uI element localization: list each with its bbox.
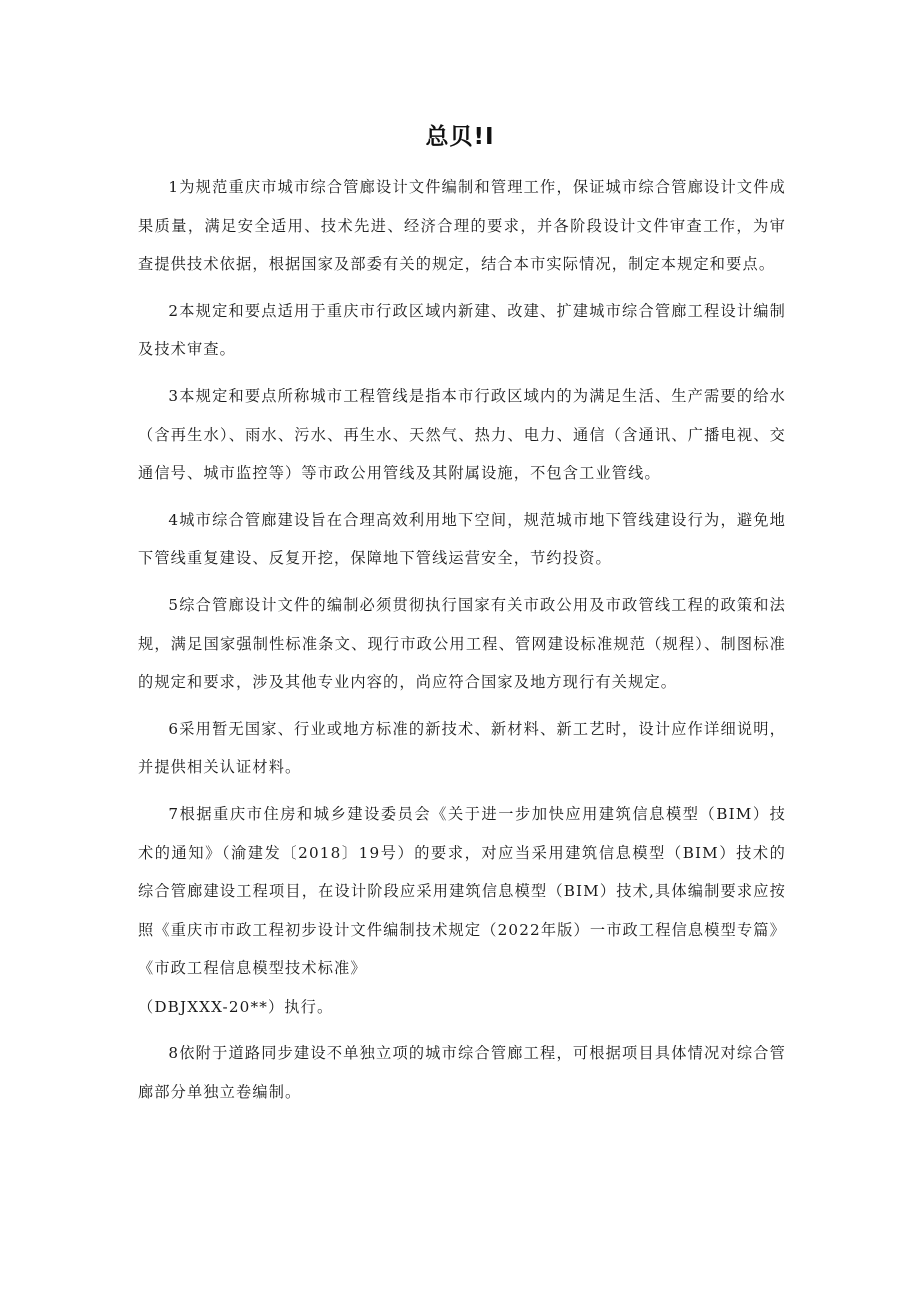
paragraph-5: 5综合管廊设计文件的编制必须贯彻执行国家有关市政公用及市政管线工程的政策和法规，满足国家强制性标准条文、现行市政公用工程、管网建设标准规范（规程）、制图标准的规定和要求，涉及其他专业内容的，尚应符合国家及地方现行有关规定。 (138, 595, 786, 692)
page-title: 总贝!I (425, 124, 495, 150)
paragraph-3: 3本规定和要点所称城市工程管线是指本市行政区域内的为满足生活、生产需要的给水（含再生水）、雨水、污水、再生水、天然气、热力、电力、通信（含通讯、广播电视、交通信号、城市监控等）等市政公用管线及其附属设施，不包含工业管线。 (138, 386, 786, 483)
paragraph-6: 6采用暂无国家、行业或地方标准的新技术、新材料、新工艺时，设计应作详细说明，并提供相关认证材料。 (138, 719, 786, 777)
paragraph-8: 8依附于道路同步建设不单独立项的城市综合管廊工程，可根据项目具体情况对综合管廊部分单独立卷编制。 (138, 1044, 786, 1102)
paragraph-2: 2本规定和要点适用于重庆市行政区域内新建、改建、扩建城市综合管廊工程设计编制及技术审查。 (138, 301, 786, 359)
paragraph-7: 7根据重庆市住房和城乡建设委员会《关于进一步加快应用建筑信息模型（BIM）技术的通知》（渝建发〔2018〕19号）的要求，对应当采用建筑信息模型（BIM）技术的综合管廊建设工程项目，在设计阶段应采用建筑信息模型（BIM）技术,具体编制要求应按照《重庆市市政工程初步设计文件编制技术规定（2022年版）一市政工程信息模型专篇》《市政工程信息模型技术标准》 (138, 804, 786, 978)
paragraph-4: 4城市综合管廊建设旨在合理高效利用地下空间，规范城市地下管线建设行为，避免地下管线重复建设、反复开挖，保障地下管线运营安全，节约投资。 (138, 510, 786, 568)
paragraph-7-standard-ref: （DBJXXX-20**）执行。 (138, 997, 334, 1016)
paragraph-1: 1为规范重庆市城市综合管廊设计文件编制和管理工作，保证城市综合管廊设计文件成果质量，满足安全适用、技术先进、经济合理的要求，并各阶段设计文件审查工作，为审查提供技术依据，根据国家及部委有关的规定，结合本市实际情况，制定本规定和要点。 (138, 178, 786, 274)
body-text (138, 168, 786, 1120)
